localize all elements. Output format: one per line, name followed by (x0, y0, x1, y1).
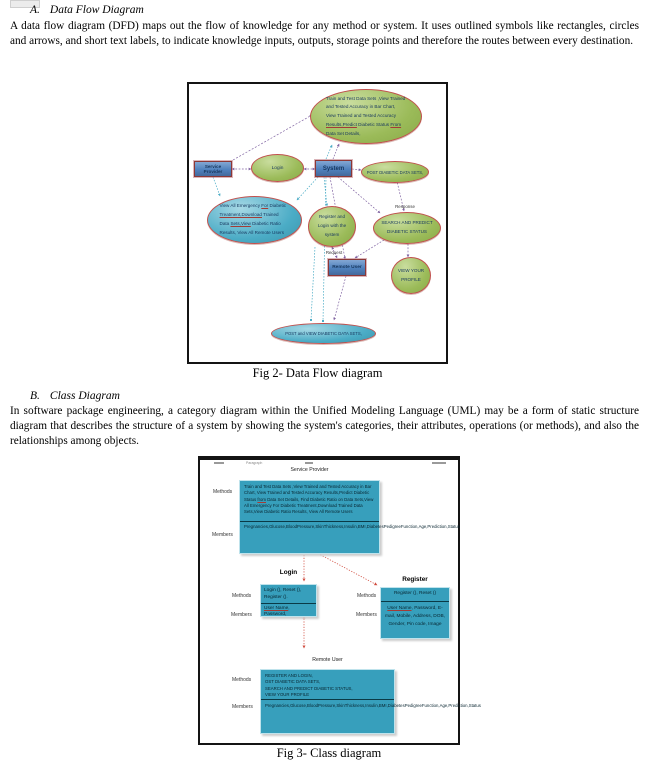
section-a-paragraph: A data flow diagram (DFD) maps out the flow of knowledge for any method or system. It uses outlined symbols like rectangles, circles and arrows, and short text labels, to indicate knowledge inputs, outputs, storage points and therefore the routes between every destination. (10, 20, 639, 47)
dfd-node-post-view-label: POST and VIEW DIABETIC DATA SETS, (285, 331, 362, 336)
service-provider-methods: Train and Test Data Sets ,View Trained and Tested Accuracy in Bar Chart, View Trained and Tested Accuracy Results,Predict Diabetic Status from Data Set Details, Find Diabetic Ratio on Data Sets,View All Emergency For Diabetic Treatment,Download Trained Data Sets,View Diabetic Ratio Results, View All Remote Users (244, 484, 374, 515)
members-label: Members (356, 612, 377, 618)
toolbar-fragment: Paragraph (246, 460, 263, 465)
class-title-service-provider: Service Provider (290, 467, 329, 473)
class-title-register: Register (402, 576, 428, 583)
dfd-node-view-profile-label: VIEW YOUR PROFILE (397, 267, 425, 282)
dfd-node-emergency-label: View All Emergency For Diabetic Treatment,Download Trained Data Sets,View Diabetic Ratio Results, View All Remote Users (219, 203, 287, 235)
remote-user-method-line: SEARCH AND PREDICT DIABETIC STATUS, (265, 685, 353, 691)
methods-label: Methods (357, 593, 377, 599)
remote-user-method-line: VIEW YOUR PROFILE (265, 691, 310, 697)
members-label: Members (212, 532, 233, 538)
login-methods: Login (), Reset (), Register (). (264, 588, 302, 601)
methods-label: Methods (232, 593, 252, 599)
dfd-node-service-provider-label: Service Provider (203, 164, 223, 174)
section-a-label: A. (30, 4, 40, 16)
dfd-node-remote-user (328, 259, 366, 276)
dfd-node-register-login-label: Register and Login with the system (317, 214, 347, 237)
service-provider-members: Pregnancies,Glucose,BloodPressure,SkinThickness,Insulin,BMI,DiabetesPedigreeFunction,Age,Prediction,Status (244, 524, 460, 529)
register-methods: Register (), Reset () (393, 591, 437, 596)
dfd-node-post-view (271, 323, 376, 344)
class-divider (240, 521, 379, 522)
class-box-service-provider (239, 480, 460, 554)
dfd-node-register-login (308, 206, 356, 247)
section-a-heading (30, 4, 144, 16)
remote-user-members: Pregnancies,Glucose,BloodPressure,SkinThickness,Insulin,BMI,DiabetesPedigreeFunction,Age,Prediction,Status (265, 703, 481, 708)
class-diagram-figure (198, 456, 481, 745)
section-b-paragraph: In software package engineering, a category diagram within the Unified Modeling Language (UML) may be a form of static structure diagram that describes the structure of a system by showing the system's categories, their attributes, operations (or methods), and also the relationships among objects. (10, 405, 639, 447)
dfd-node-train-test-label: Train and Test Data Sets ,View Trained and Tested Accuracy in Bar Chart, View Trained and Tested Accuracy Results,Predict Diabetic Status From Data Set Details, (326, 95, 406, 136)
fig3-caption: Fig 3- Class diagram (276, 746, 382, 760)
dfd-node-emergency (207, 196, 302, 244)
section-b-title: Class Diagram (49, 390, 120, 402)
fig2-caption: Fig 2- Data Flow diagram (252, 366, 383, 380)
class-divider (261, 603, 316, 604)
dfd-response-label: Response (395, 204, 415, 209)
section-b-label: B. (30, 390, 40, 402)
dfd-node-post-datasets (361, 161, 429, 183)
members-label: Members (232, 704, 253, 710)
class-box-register (380, 587, 450, 639)
class-box-login (260, 584, 317, 617)
register-members: User Name, Password, E-mail, Mobile, Address, DOB, Gender, Pin code, Image (385, 606, 445, 627)
dfd-node-train-test (310, 89, 422, 144)
login-members: User Name, Password, (264, 606, 290, 618)
class-box-remote-user (260, 669, 481, 734)
toolbar-smudge (305, 462, 313, 464)
section-a-title: Data Flow Diagram (49, 4, 144, 16)
dfd-node-system (315, 160, 352, 177)
dfd-node-remote-user-label: Remote User (332, 265, 362, 270)
dfd-node-search-predict-label: SEARCH AND PREDICT DIABETIC STATUS (381, 220, 433, 234)
dfd-node-view-profile (391, 257, 431, 294)
remote-user-methods (265, 673, 390, 698)
dfd-node-login (251, 154, 304, 182)
dfd-node-search-predict (373, 212, 441, 244)
class-divider (381, 601, 449, 602)
remote-user-method-line: OST DIABETIC DATA SETS, (265, 679, 321, 685)
section-b-heading (30, 390, 120, 402)
data-flow-diagram-figure (187, 82, 448, 364)
dfd-node-service-provider (194, 161, 232, 177)
remote-user-method-line: REGISTER AND LOGIN, (265, 673, 313, 678)
dfd-node-post-datasets-label: POST DIABETIC DATA SETS, (366, 169, 424, 175)
class-title-remote-user: Remote User (312, 657, 343, 663)
toolbar-smudge (432, 462, 446, 464)
dfd-request-label: Request (325, 250, 343, 255)
methods-label: Methods (213, 489, 233, 495)
toolbar-smudge (214, 462, 224, 464)
class-title-login: Login (279, 569, 298, 576)
dfd-node-system-label: System (322, 165, 345, 172)
dfd-node-login-label: Login (271, 165, 284, 171)
class-divider (261, 699, 394, 700)
methods-label: Methods (232, 677, 252, 683)
members-label: Members (231, 612, 252, 618)
